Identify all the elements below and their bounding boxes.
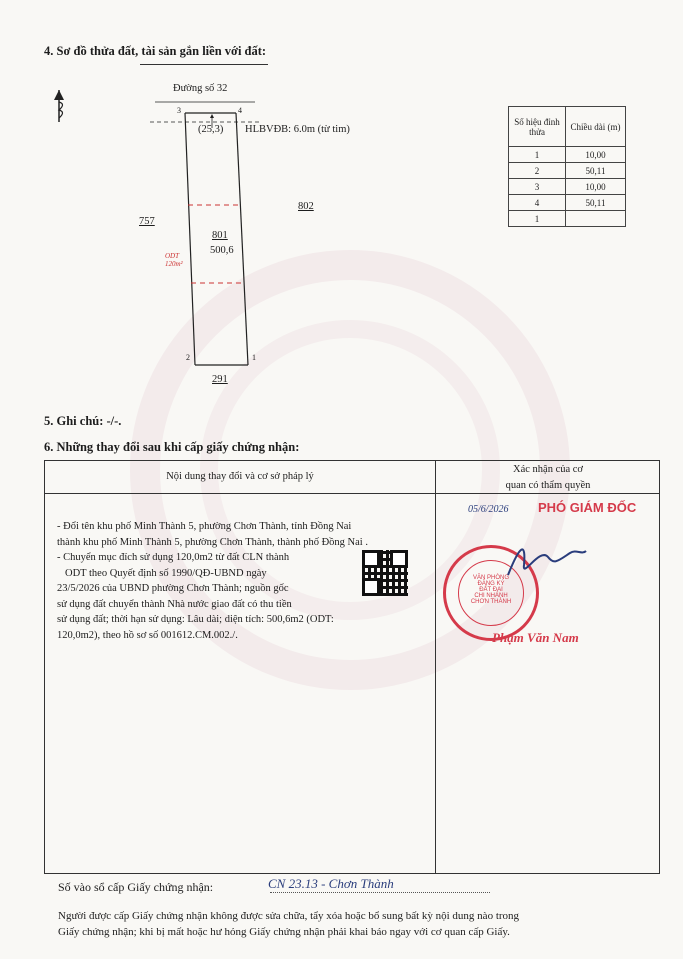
change-line: - Đổi tên khu phố Minh Thành 5, phường Chơn Thành, tỉnh Đồng Nai — [57, 521, 352, 532]
column-divider — [435, 461, 436, 873]
corner-3: 3 — [177, 106, 181, 115]
change-line: thành khu phố Minh Thành 5, phường Chơn Thành, thành phố Đồng Nai . — [57, 536, 368, 548]
stamp-text: VĂN PHÒNG — [472, 575, 509, 581]
sign-title: PHÓ GIÁM ĐỐC — [538, 500, 637, 515]
change-line: - Chuyển mục đích sử dụng 120,0m2 từ đất CLN thành — [57, 552, 290, 563]
notice-line-2: Giấy chứng nhận; khi bị mất hoặc hư hỏng Giấy chứng nhận phải khai báo ngay với cơ quan cấp Giấy. — [58, 926, 510, 938]
notice-line-1: Người được cấp Giấy chứng nhận không được sửa chữa, tẩy xóa hoặc bổ sung bất kỳ nội dung nào trong — [58, 910, 520, 922]
signer-name: Phạm Văn Nam — [492, 630, 579, 645]
length-cell: 50,11 — [566, 163, 626, 179]
north-arrow-icon — [50, 88, 70, 124]
length-header: Chiều dài (m) — [566, 107, 626, 147]
change-line: 23/5/2026 của UBND phường Chơn Thành; nguồn gốc — [57, 583, 289, 594]
qr-finder — [362, 550, 380, 568]
section6-title: 6. Những thay đổi sau khi cấp giấy chứng nhận: — [44, 440, 300, 454]
road-label: Đường số 32 — [173, 83, 228, 94]
corner-4: 4 — [238, 106, 242, 115]
qr-finder — [362, 578, 380, 596]
length-cell: 50,11 — [566, 195, 626, 211]
parcel-291: 291 — [212, 374, 228, 385]
corner-2: 2 — [186, 353, 190, 362]
col-confirm-header-2: quan có thẩm quyền — [505, 480, 591, 491]
parcel-area: 500,6 — [210, 245, 234, 256]
changes-table — [44, 460, 660, 874]
section5-title: 5. Ghi chú: -/-. — [44, 414, 122, 428]
register-dotline — [270, 892, 490, 893]
stamp-text: ĐẤT ĐAI — [479, 587, 503, 593]
col-confirm-header-1: Xác nhận của cơ — [513, 464, 583, 475]
title-underline — [140, 64, 268, 65]
header-divider — [45, 493, 659, 494]
vertex-cell: 1 — [509, 147, 566, 163]
qr-finder — [390, 550, 408, 568]
stamp-text: ĐĂNG KÝ — [477, 581, 505, 587]
odt-note: ODT 120m² — [165, 252, 183, 268]
vertex-cell: 4 — [509, 195, 566, 211]
stamp-text: CHƠN THÀNH — [470, 599, 512, 605]
sign-date: 05/6/2026 — [468, 504, 509, 515]
offset-label: (25,3) — [198, 124, 224, 135]
parcel-802: 802 — [298, 201, 314, 212]
corner-1: 1 — [252, 353, 256, 362]
change-line: sử dụng đất chuyển thành Nhà nước giao đất có thu tiền — [57, 598, 292, 610]
vertex-cell: 1 — [509, 211, 566, 227]
vertex-header: Số hiệu đỉnh thửa — [509, 107, 566, 147]
plot-sketch — [140, 90, 340, 390]
register-value: CN 23.13 - Chơn Thành — [268, 876, 394, 891]
change-line: sử dụng đất; thời hạn sử dụng: Lâu dài; diện tích: 500,6m2 (ODT: — [57, 614, 334, 625]
length-cell: 10,00 — [566, 179, 626, 195]
vertex-table — [508, 106, 626, 227]
register-label: Số vào sổ cấp Giấy chứng nhận: — [58, 880, 214, 894]
vertex-cell: 3 — [509, 179, 566, 195]
col-content-header: Nội dung thay đổi và cơ sở pháp lý — [166, 471, 314, 482]
signature-icon — [500, 535, 590, 585]
length-cell — [566, 211, 626, 227]
section4-title: 4. Sơ đồ thửa đất, tài sản gắn liền với đất: — [44, 44, 267, 58]
change-line: ODT theo Quyết định số 1990/QĐ-UBND ngày — [65, 567, 267, 579]
change-line: 120,0m2), theo hồ sơ số 001612.CM.002./. — [57, 629, 238, 641]
qr-code-icon — [362, 550, 408, 596]
vertex-cell: 2 — [509, 163, 566, 179]
parcel-757: 757 — [139, 216, 155, 227]
parcel-number: 801 — [212, 230, 228, 241]
length-cell: 10,00 — [566, 147, 626, 163]
stamp-text: CHI NHÁNH — [474, 593, 508, 599]
hlbvdb-label: HLBVĐB: 6.0m (từ tim) — [245, 124, 350, 135]
